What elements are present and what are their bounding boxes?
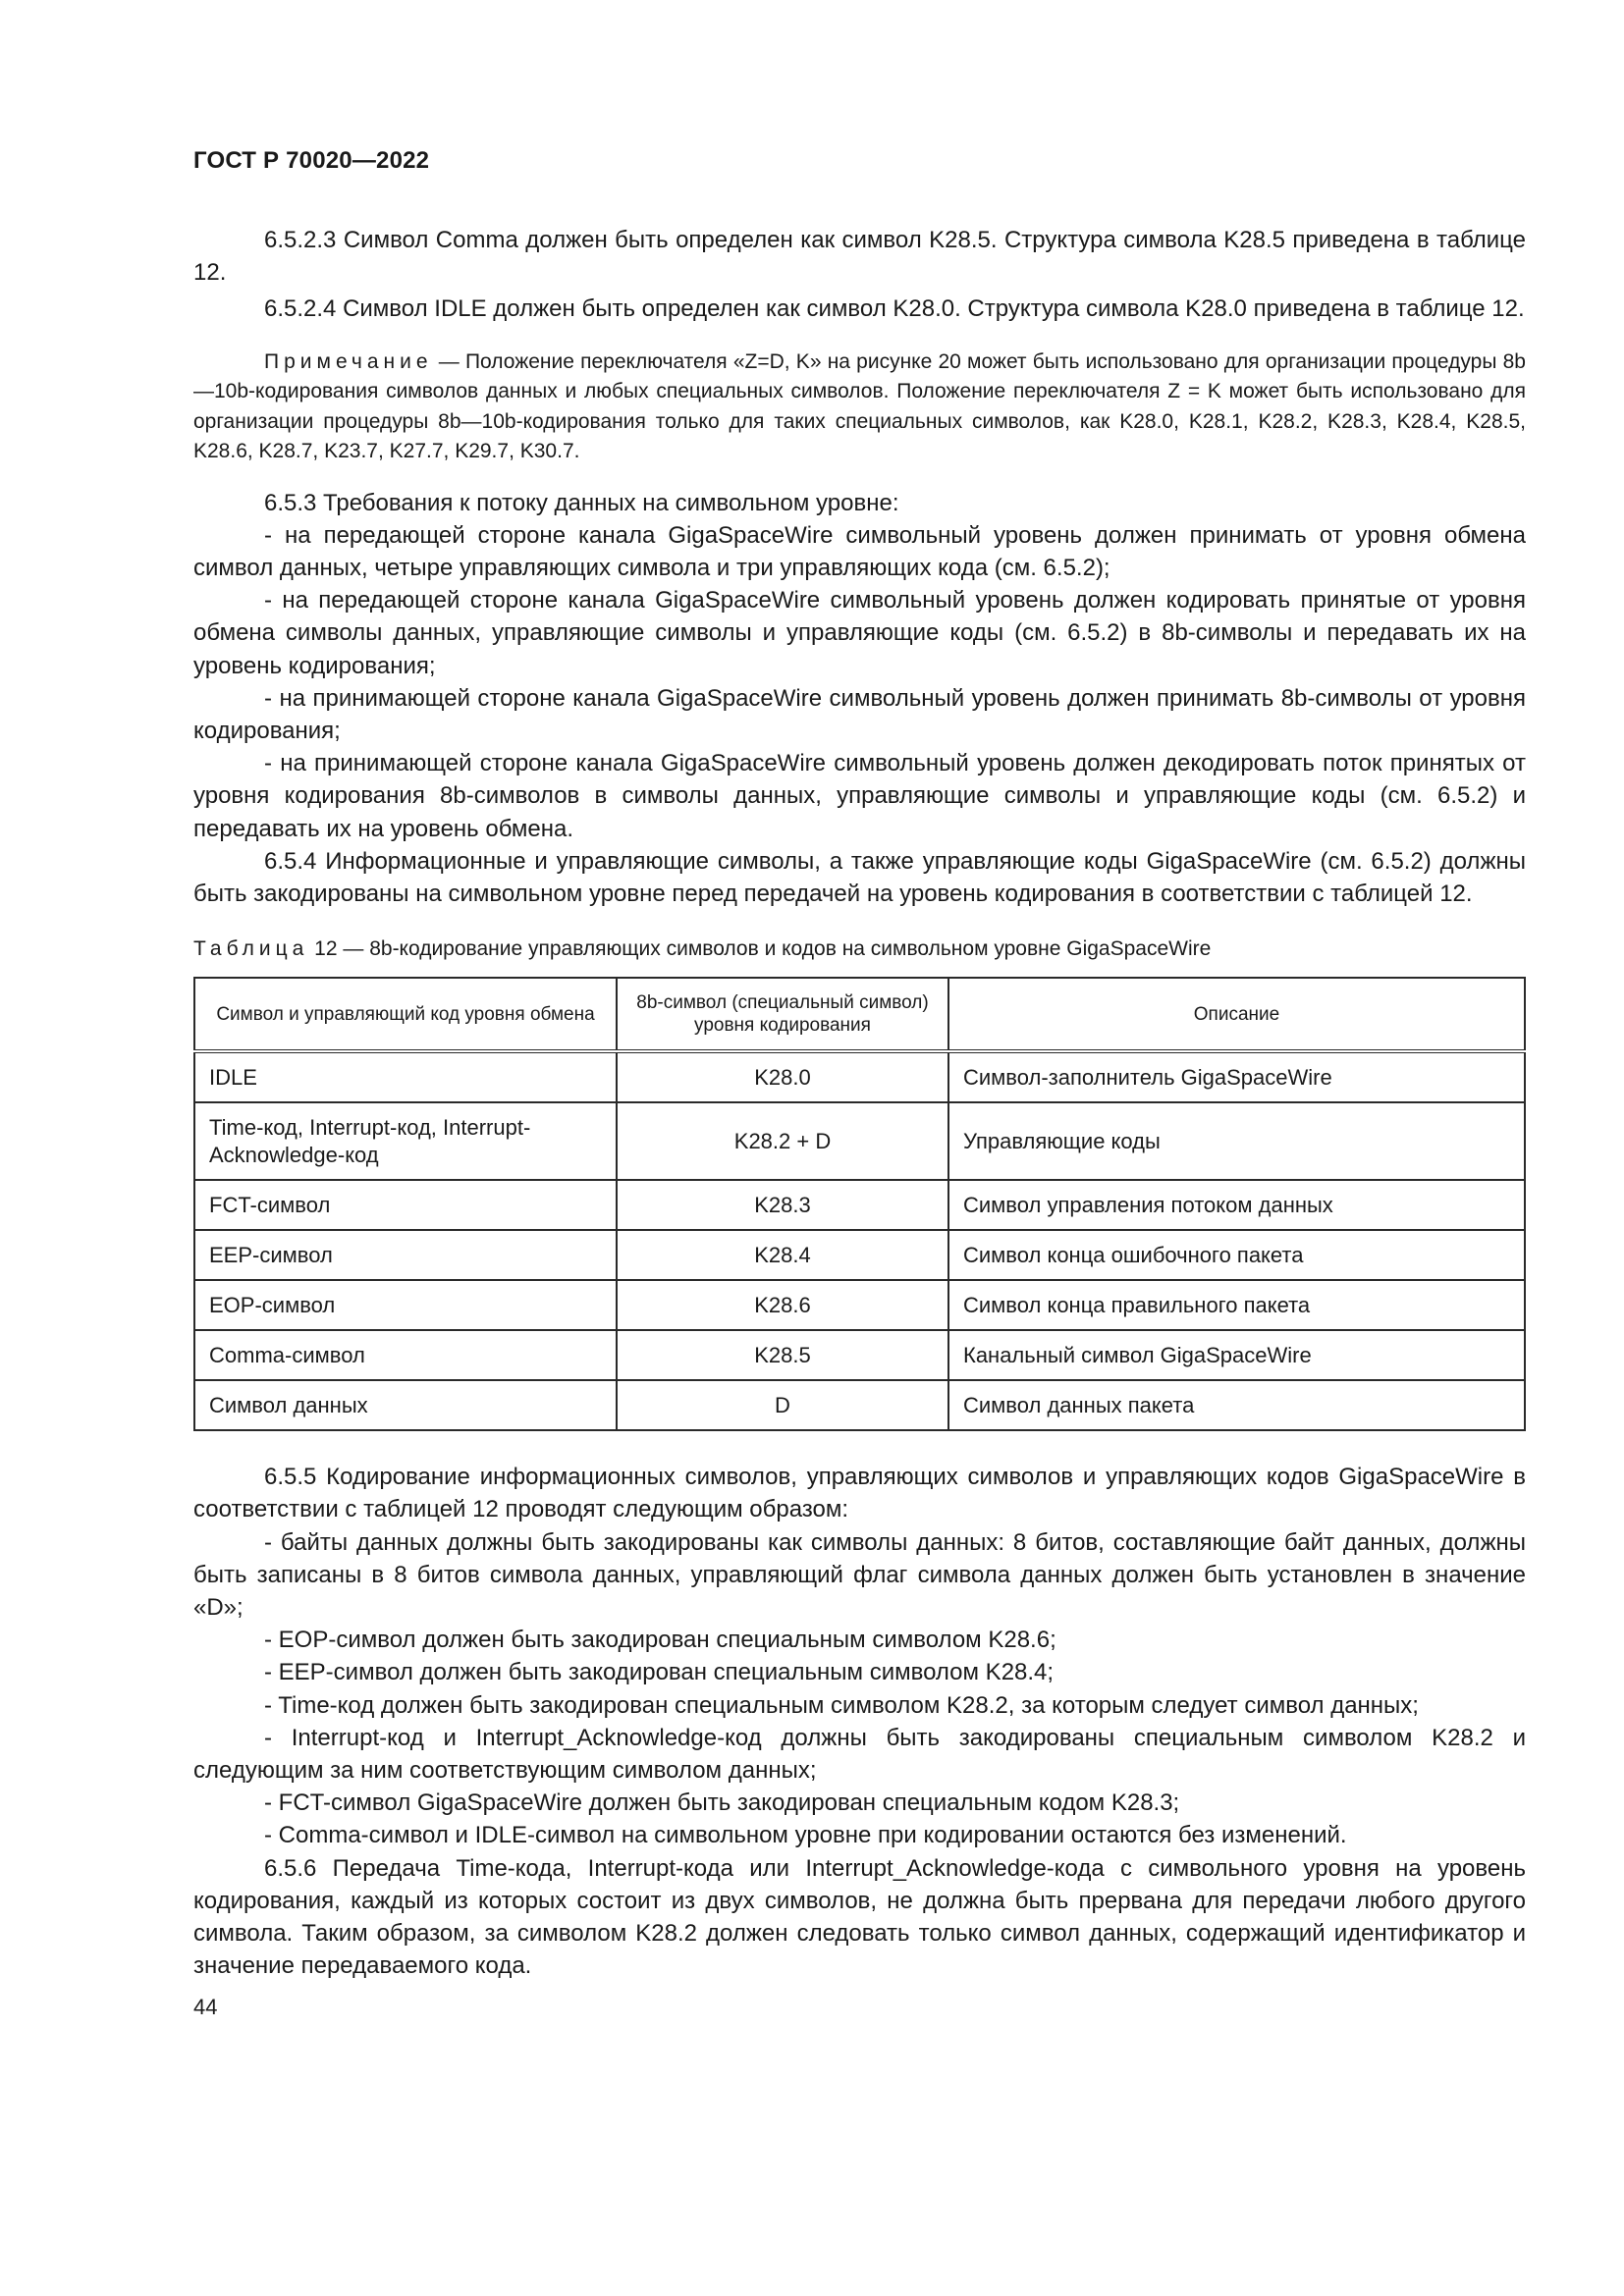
paragraph-6-5-2-4: 6.5.2.4 Символ IDLE должен быть определен как символ K28.0. Структура символа K28.0 приведена в таблице 12. bbox=[264, 295, 1525, 323]
table-row bbox=[194, 1280, 1525, 1330]
list-item: - Comma-символ и IDLE-символ на символьном уровне при кодировании остаются без изменений. bbox=[264, 1822, 1347, 1849]
table-cell: Символ управления потоком данных bbox=[948, 1180, 1525, 1230]
table-header-row bbox=[194, 978, 1525, 1051]
table-cell: FCT-символ bbox=[194, 1180, 617, 1230]
table-row bbox=[194, 1230, 1525, 1280]
table-cell: IDLE bbox=[194, 1051, 617, 1102]
paragraph-6-5-5: 6.5.5 Кодирование информационных символов, управляющих символов и управляющих кодов GigaSpaceWire в соответствии с таблицей 12 проводят следующим образом: bbox=[193, 1464, 1526, 1523]
table-cell: D bbox=[617, 1380, 948, 1430]
list-item: - EEP-символ должен быть закодирован специальным символом K28.4; bbox=[264, 1659, 1055, 1686]
paragraph-6-5-2-3: 6.5.2.3 Символ Comma должен быть определен как символ K28.5. Структура символа K28.5 приведена в таблице 12. bbox=[193, 227, 1526, 287]
table-cell: EEP-символ bbox=[194, 1230, 617, 1280]
list-item: - на передающей стороне канала GigaSpaceWire символьный уровень должен принимать от уровня обмена символ данных, четыре управляющих символа и три управляющих кода (см. 6.5.2); bbox=[193, 521, 1526, 582]
table-cell: Символ данных пакета bbox=[948, 1380, 1525, 1430]
table-cell: Управляющие коды bbox=[948, 1102, 1525, 1180]
paragraph-6-5-3: 6.5.3 Требования к потоку данных на символьном уровне: bbox=[264, 489, 899, 516]
list-item: - на принимающей стороне канала GigaSpaceWire символьный уровень должен принимать 8b-символы от уровня кодирования; bbox=[193, 684, 1526, 745]
list-item: - EOP-символ должен быть закодирован специальным символом K28.6; bbox=[264, 1627, 1056, 1654]
encoding-table bbox=[193, 977, 1526, 1431]
table-row bbox=[194, 1102, 1525, 1180]
table-cell: Символ конца правильного пакета bbox=[948, 1280, 1525, 1330]
paragraph-6-5-6: 6.5.6 Передача Time-кода, Interrupt-кода или Interrupt_Acknowledge-кода с символьного уровня на уровень кодирования, каждый из которых состоит из двух символов, не должна быть прервана для передачи любого другого символа. Таким образом, за символом K28.2 должен следовать только символ данных, содержащий идентификатор и значение передаваемого кода. bbox=[193, 1854, 1526, 1980]
table-cell: K28.5 bbox=[617, 1330, 948, 1380]
note-paragraph bbox=[193, 347, 1526, 467]
table-cell: K28.0 bbox=[617, 1051, 948, 1102]
table-caption-text: 12 — 8b-кодирование управляющих символов и кодов на символьном уровне GigaSpaceWire bbox=[308, 937, 1212, 961]
note-text: — Положение переключателя «Z=D, K» на рисунке 20 может быть использовано для организации процедуры 8b—10b-кодирования символов данных и любых специальных символов. Положение переключателя Z = K может быть использовано для организации процедуры 8b—10b-кодирования только для таких специальных символов, как K28.0, K28.1, K28.2, K28.3, K28.4, K28.5, K28.6, K28.7, K23.7, K27.7, K29.7, K30.7. bbox=[193, 349, 1526, 463]
table-header-cell: Описание bbox=[948, 978, 1525, 1051]
table-cell: EOP-символ bbox=[194, 1280, 617, 1330]
note-label: Примечание bbox=[264, 349, 433, 373]
list-item: - байты данных должны быть закодированы как символы данных: 8 битов, составляющие байт данных, должны быть записаны в 8 битов символа данных, управляющий флаг символа данных должен быть установлен в значение «D»; bbox=[193, 1528, 1526, 1622]
page-number: 44 bbox=[193, 1994, 218, 2019]
document-page bbox=[193, 147, 1526, 2020]
table-cell: K28.6 bbox=[617, 1280, 948, 1330]
table-cell: K28.2 + D bbox=[617, 1102, 948, 1180]
table-row bbox=[194, 1180, 1525, 1230]
list-item: - на принимающей стороне канала GigaSpaceWire символьный уровень должен декодировать поток принятых от уровня кодирования 8b-символов в символы данных, управляющие символы и управляющие коды (см. 6.5.2) и передавать их на уровень обмена. bbox=[193, 750, 1526, 842]
table-row bbox=[194, 1380, 1525, 1430]
list-item: - на передающей стороне канала GigaSpaceWire символьный уровень должен кодировать принятые от уровня обмена символы данных, управляющие символы и управляющие коды (см. 6.5.2) в 8b-символы и передавать их на уровень кодирования; bbox=[193, 587, 1526, 679]
table-cell: Символ данных bbox=[194, 1380, 617, 1430]
table-cell: Символ конца ошибочного пакета bbox=[948, 1230, 1525, 1280]
table-caption bbox=[193, 935, 1526, 963]
document-header: ГОСТ Р 70020—2022 bbox=[193, 147, 430, 174]
section-6-5-5 bbox=[193, 1461, 1526, 1982]
table-cell: K28.3 bbox=[617, 1180, 948, 1230]
list-item: - Time-код должен быть закодирован специальным символом K28.2, за которым следует символ данных; bbox=[264, 1691, 1419, 1719]
table-header-cell: 8b-символ (специальный символ) уровня кодирования bbox=[617, 978, 948, 1051]
table-row bbox=[194, 1051, 1525, 1102]
table-cell: Comma-символ bbox=[194, 1330, 617, 1380]
table-cell: Символ-заполнитель GigaSpaceWire bbox=[948, 1051, 1525, 1102]
table-cell: K28.4 bbox=[617, 1230, 948, 1280]
list-item: - Interrupt-код и Interrupt_Acknowledge-код должны быть закодированы специальным символом K28.2 и следующим за ним соответствующим символом данных; bbox=[193, 1724, 1526, 1785]
table-header-cell: Символ и управляющий код уровня обмена bbox=[194, 978, 617, 1051]
table-caption-label: Таблица bbox=[193, 937, 309, 961]
table-cell: Канальный символ GigaSpaceWire bbox=[948, 1330, 1525, 1380]
table-row bbox=[194, 1330, 1525, 1380]
list-item: - FCT-символ GigaSpaceWire должен быть закодирован специальным кодом K28.3; bbox=[264, 1789, 1180, 1817]
table-cell: Time-код, Interrupt-код, Interrupt-Acknowledge-код bbox=[194, 1102, 617, 1180]
paragraph-6-5-4: 6.5.4 Информационные и управляющие символы, а также управляющие коды GigaSpaceWire (см. 6.5.2) должны быть закодированы на символьном уровне перед передачей на уровень кодирования в соответствии с таблицей 12. bbox=[193, 847, 1526, 908]
